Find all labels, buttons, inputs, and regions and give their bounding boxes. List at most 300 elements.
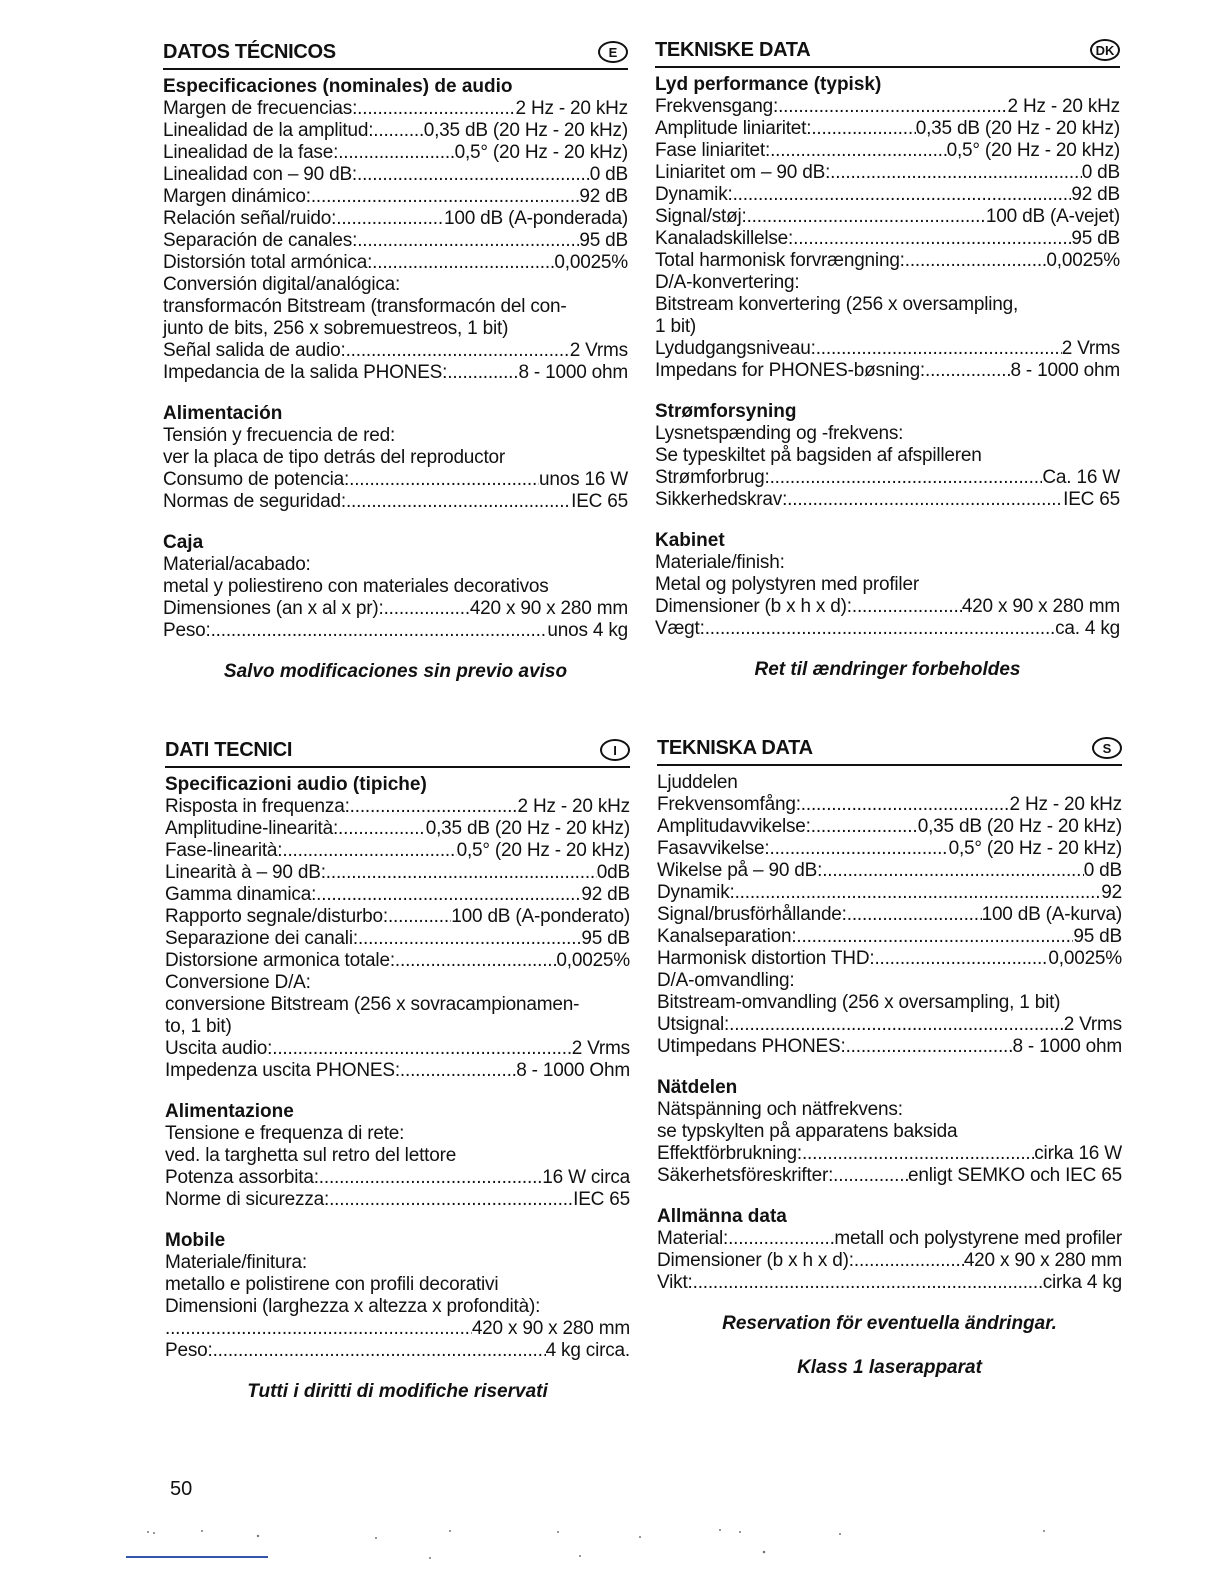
spec-label: Margen dinámico: xyxy=(163,186,311,207)
spec-row xyxy=(657,882,1122,904)
spec-text-line: Material/acabado: xyxy=(163,554,311,575)
spec-row xyxy=(165,796,630,818)
dot-leader xyxy=(833,1165,908,1187)
spec-value: ca. 4 kg xyxy=(1055,618,1120,639)
spec-text-line: Conversión digital/analógica: xyxy=(163,274,401,295)
section-italian xyxy=(165,728,630,1403)
dot-leader xyxy=(846,1036,1013,1058)
dot-leader xyxy=(830,162,1082,184)
spec-value: 0 dB xyxy=(589,164,628,185)
dot-leader xyxy=(400,1060,516,1082)
spec-label: Wikelse på – 90 dB: xyxy=(657,860,823,881)
spec-text-line: Tensión y frecuencia de red: xyxy=(163,425,396,446)
spec-heading: Mobile xyxy=(165,1230,226,1251)
spec-text-line: metallo e polistirene con profili decorativi xyxy=(165,1274,499,1295)
reservation-note: Klass 1 laserapparat xyxy=(797,1357,982,1378)
spec-label: Strømforbrug: xyxy=(655,467,770,488)
spec-label: Linealidad con – 90 dB: xyxy=(163,164,358,185)
dot-leader xyxy=(346,340,570,362)
dot-leader xyxy=(384,598,470,620)
dot-leader xyxy=(811,118,915,140)
spec-row xyxy=(655,250,1120,272)
spec-row xyxy=(657,1228,1122,1250)
spec-value: 0,5° (20 Hz - 20 kHz) xyxy=(456,840,630,861)
section-title: TEKNISKA DATA xyxy=(657,737,813,759)
dot-leader xyxy=(319,1167,542,1189)
spec-label: Fasavvikelse: xyxy=(657,838,770,859)
dot-leader xyxy=(357,98,515,120)
spec-value: 100 dB (A-ponderada) xyxy=(443,208,628,229)
spec-label: Utimpedans PHONES: xyxy=(657,1036,846,1057)
spec-row xyxy=(655,618,1120,640)
spec-label: Uscita audio: xyxy=(165,1038,273,1059)
spec-label: Kanaladskillelse: xyxy=(655,228,794,249)
spec-row xyxy=(165,840,630,862)
spec-row xyxy=(657,838,1122,860)
dot-leader xyxy=(801,794,1010,816)
spec-heading: Nätdelen xyxy=(657,1077,738,1098)
spec-value: 0 dB xyxy=(1081,162,1120,183)
spec-row xyxy=(655,360,1120,382)
spec-heading: Allmänna data xyxy=(657,1206,787,1227)
dot-leader xyxy=(349,469,539,491)
spec-value: 2 Hz - 20 kHz xyxy=(1009,794,1122,815)
spec-value: IEC 65 xyxy=(573,1189,630,1210)
spec-label: Linearità à – 90 dB: xyxy=(165,862,326,883)
spec-label: Distorsión total armónica: xyxy=(163,252,373,273)
spec-heading: Alimentazione xyxy=(165,1101,294,1122)
spec-label: Fase liniaritet: xyxy=(655,140,771,161)
spec-row xyxy=(163,164,628,186)
dot-leader xyxy=(372,252,554,274)
spec-text-line: Bitstream-omvandling (256 x oversampling, 1 bit) xyxy=(657,992,1061,1013)
spec-value: 0,5° (20 Hz - 20 kHz) xyxy=(946,140,1120,161)
spec-value: 2 Hz - 20 kHz xyxy=(1007,96,1120,117)
spec-value: 92 dB xyxy=(581,884,630,905)
spec-row xyxy=(163,186,628,208)
spec-value: 0,35 dB (20 Hz - 20 kHz) xyxy=(423,120,628,141)
section-header xyxy=(163,30,628,70)
dot-leader xyxy=(447,362,518,384)
spec-value: 420 x 90 x 280 mm xyxy=(961,596,1120,617)
spec-heading: Specificazioni audio (tipiche) xyxy=(165,774,427,795)
spec-label: Risposta in frequenza: xyxy=(165,796,350,817)
section-header xyxy=(657,726,1122,766)
dot-leader xyxy=(770,838,949,860)
dot-leader xyxy=(338,142,454,164)
dot-leader xyxy=(338,818,426,840)
dot-leader xyxy=(336,208,444,230)
spec-row xyxy=(165,928,630,950)
spec-value: 92 dB xyxy=(1071,184,1120,205)
section-title: TEKNISKE DATA xyxy=(655,39,811,61)
spec-text-line: Metal og polystyren med profiler xyxy=(655,574,919,595)
country-code-badge: I xyxy=(600,739,630,761)
spec-row xyxy=(655,596,1120,618)
spec-row xyxy=(655,162,1120,184)
dot-leader xyxy=(357,164,590,186)
spec-label: Total harmonisk forvrængning: xyxy=(655,250,905,271)
spec-heading: Alimentación xyxy=(163,403,283,424)
spec-value: 95 dB xyxy=(1071,228,1120,249)
spec-label: Frekvensgang: xyxy=(655,96,779,117)
spec-value: enligt SEMKO och IEC 65 xyxy=(907,1165,1122,1186)
spec-value: Ca. 16 W xyxy=(1042,467,1120,488)
scan-specks xyxy=(140,1526,1060,1566)
spec-row xyxy=(165,818,630,840)
spec-block-alimentacion xyxy=(163,403,628,513)
spec-value: 2 Vrms xyxy=(569,340,628,361)
dot-leader xyxy=(793,228,1071,250)
section-swedish xyxy=(657,726,1122,1379)
spec-row xyxy=(163,208,628,230)
spec-value: unos 4 kg xyxy=(547,620,628,641)
spec-label: Vægt: xyxy=(655,618,705,639)
spec-row xyxy=(657,926,1122,948)
spec-row xyxy=(657,1014,1122,1036)
spec-text-line: Lysnetspænding og -frekvens: xyxy=(655,423,904,444)
spec-label: Dimensiones (an x al x pr): xyxy=(163,598,384,619)
spec-block-especificaciones-nominales-de-audio xyxy=(163,76,628,384)
spec-value: 0dB xyxy=(596,862,630,883)
spec-label: Linealidad de la amplitud: xyxy=(163,120,374,141)
spec-row xyxy=(657,1165,1122,1187)
spec-row xyxy=(655,489,1120,511)
spec-label: Consumo de potencia: xyxy=(163,469,350,490)
spec-label: Fase-linearità: xyxy=(165,840,283,861)
spec-value: IEC 65 xyxy=(1063,489,1120,510)
spec-row xyxy=(165,862,630,884)
spec-value: 420 x 90 x 280 mm xyxy=(471,1318,630,1339)
spec-text-line: Dimensioni (larghezza x altezza x profondità): xyxy=(165,1296,541,1317)
spec-value: 0,0025% xyxy=(556,950,630,971)
dot-leader xyxy=(854,1250,964,1272)
spec-row xyxy=(165,906,630,928)
dot-leader xyxy=(925,360,1010,382)
spec-block-str-mforsyning xyxy=(655,401,1120,511)
spec-label: Impedenza uscita PHONES: xyxy=(165,1060,400,1081)
spec-label: Separación de canales: xyxy=(163,230,358,251)
spec-value: 95 dB xyxy=(581,928,630,949)
reservation-note: Ret til ændringer forbeholdes xyxy=(754,659,1021,680)
dot-leader xyxy=(816,338,1062,360)
spec-value: 0,5° (20 Hz - 20 kHz) xyxy=(948,838,1122,859)
spec-row xyxy=(163,98,628,120)
spec-label: Signal/støj: xyxy=(655,206,747,227)
spec-text-line: transformacón Bitstream (transformacón del con- xyxy=(163,296,567,317)
spec-value: metall och polystyrene med profiler xyxy=(834,1228,1122,1249)
spec-text-line: Materiale/finitura: xyxy=(165,1252,307,1273)
spec-row xyxy=(163,598,628,620)
spec-heading: Strømforsyning xyxy=(655,401,797,422)
spec-text-line: metal y poliestireno con materiales decorativos xyxy=(163,576,549,597)
spec-label: Normas de seguridad: xyxy=(163,491,346,512)
spec-value: 100 dB (A-vejet) xyxy=(985,206,1120,227)
dot-leader xyxy=(350,796,518,818)
spec-block-allmanna-data xyxy=(657,1206,1122,1294)
spec-label: Lydudgangsniveau: xyxy=(655,338,816,359)
dot-leader xyxy=(905,250,1047,272)
dot-leader xyxy=(729,1014,1064,1036)
spec-row xyxy=(655,228,1120,250)
country-code-badge: DK xyxy=(1090,39,1120,61)
spec-block-natdelen xyxy=(657,1077,1122,1187)
spec-block-lyd-performance-typisk xyxy=(655,74,1120,382)
spec-value: 92 dB xyxy=(579,186,628,207)
spec-value: 2 Vrms xyxy=(571,1038,630,1059)
dot-leader xyxy=(357,230,579,252)
spec-label: Peso: xyxy=(163,620,211,641)
spec-value: 0,0025% xyxy=(1048,948,1122,969)
spec-row xyxy=(657,794,1122,816)
spec-row xyxy=(655,467,1120,489)
spec-block-alimentazione xyxy=(165,1101,630,1211)
spec-row xyxy=(655,206,1120,228)
spec-text-line: ver la placa de tipo detrás del reproductor xyxy=(163,447,506,468)
spec-text-line: conversione Bitstream (256 x sovracampionamen- xyxy=(165,994,580,1015)
spec-row xyxy=(655,96,1120,118)
spec-row xyxy=(165,1167,630,1189)
spec-text-line: junto de bits, 256 x sobremuestreos, 1 bit) xyxy=(163,318,509,339)
spec-value: 0,5° (20 Hz - 20 kHz) xyxy=(454,142,628,163)
section-header xyxy=(655,28,1120,68)
spec-block-item-0 xyxy=(657,772,1122,1058)
dot-leader xyxy=(373,120,423,142)
spec-label: Material: xyxy=(657,1228,729,1249)
spec-label: Dimensioner (b x h x d): xyxy=(655,596,852,617)
spec-row xyxy=(163,230,628,252)
reservation-note: Reservation för eventuella ändringar. xyxy=(722,1313,1057,1334)
dot-leader xyxy=(388,906,451,928)
spec-row xyxy=(163,362,628,384)
spec-label: Norme di sicurezza: xyxy=(165,1189,330,1210)
country-code-badge: E xyxy=(598,41,628,63)
spec-row xyxy=(657,1272,1122,1294)
spec-value: 8 - 1000 Ohm xyxy=(516,1060,630,1081)
spec-text-line: se typskylten på apparatens baksida xyxy=(657,1121,958,1142)
spec-row xyxy=(657,904,1122,926)
dot-leader xyxy=(395,950,556,972)
dot-leader xyxy=(316,884,581,906)
page-number: 50 xyxy=(170,1478,193,1500)
dot-leader xyxy=(693,1272,1043,1294)
reservation-note: Tutti i diritti di modifiche riservati xyxy=(247,1381,548,1402)
dot-leader xyxy=(735,882,1102,904)
spec-label: Amplitude liniaritet: xyxy=(655,118,812,139)
spec-label: Vikt: xyxy=(657,1272,693,1293)
spec-label: Margen de frecuencias: xyxy=(163,98,358,119)
dot-leader xyxy=(211,620,548,642)
spec-row xyxy=(657,948,1122,970)
spec-row xyxy=(165,950,630,972)
dot-leader xyxy=(847,904,982,926)
spec-text-line: 1 bit) xyxy=(655,316,697,337)
spec-block-caja xyxy=(163,532,628,642)
spec-text-line: Se typeskiltet på bagsiden af afspilleren xyxy=(655,445,982,466)
reservation-note: Salvo modificaciones sin previo aviso xyxy=(223,661,568,682)
spec-row xyxy=(165,1060,630,1082)
spec-text-line: Ljuddelen xyxy=(657,772,738,793)
spec-block-mobile xyxy=(165,1230,630,1362)
spec-value: 0 dB xyxy=(1083,860,1122,881)
spec-row xyxy=(165,1318,630,1340)
spec-row xyxy=(163,620,628,642)
dot-leader xyxy=(705,618,1055,640)
spec-label: Rapporto segnale/disturbo: xyxy=(165,906,388,927)
spec-value: 2 Hz - 20 kHz xyxy=(515,98,628,119)
spec-row xyxy=(163,142,628,164)
spec-row xyxy=(163,120,628,142)
spec-label: Frekvensomfång: xyxy=(657,794,801,815)
spec-value: 100 dB (A-ponderato) xyxy=(451,906,630,927)
spec-value: 8 - 1000 ohm xyxy=(1010,360,1120,381)
spec-value: IEC 65 xyxy=(571,491,628,512)
spec-value: 92 xyxy=(1101,882,1122,903)
spec-value: 8 - 1000 ohm xyxy=(518,362,628,383)
spec-label: Effektförbrukning: xyxy=(657,1143,802,1164)
spec-text-line: Tensione e frequenza di rete: xyxy=(165,1123,405,1144)
dot-leader xyxy=(802,1143,1034,1165)
section-spanish xyxy=(163,30,628,683)
dot-leader xyxy=(874,948,1048,970)
dot-leader xyxy=(733,184,1072,206)
spec-value: 16 W circa xyxy=(542,1167,630,1188)
section-title: DATOS TÉCNICOS xyxy=(163,41,336,63)
spec-text-line: D/A-omvandling: xyxy=(657,970,795,991)
spec-value: unos 16 W xyxy=(538,469,628,490)
spec-label: Utsignal: xyxy=(657,1014,730,1035)
spec-label: Relación señal/ruido: xyxy=(163,208,337,229)
spec-value: 0,0025% xyxy=(1046,250,1120,271)
spec-label: Kanalseparation: xyxy=(657,926,797,947)
spec-label: Signal/brusförhållande: xyxy=(657,904,847,925)
dot-leader xyxy=(778,96,1007,118)
spec-row xyxy=(657,860,1122,882)
spec-row xyxy=(657,1036,1122,1058)
spec-label: Dimensioner (b x h x d): xyxy=(657,1250,854,1271)
spec-value: 2 Hz - 20 kHz xyxy=(517,796,630,817)
dot-leader xyxy=(796,926,1073,948)
spec-value: 95 dB xyxy=(579,230,628,251)
spec-row xyxy=(165,1340,630,1362)
spec-value: 4 kg circa. xyxy=(545,1340,630,1361)
spec-label: Señal salida de audio: xyxy=(163,340,346,361)
spec-row xyxy=(657,1143,1122,1165)
spec-text-line: Conversione D/A: xyxy=(165,972,311,993)
dot-leader xyxy=(822,860,1084,882)
spec-value: 0,0025% xyxy=(554,252,628,273)
dot-leader xyxy=(346,491,571,513)
spec-label: Sikkerhedskrav: xyxy=(655,489,788,510)
section-header xyxy=(165,728,630,768)
spec-label: Distorsione armonica totale: xyxy=(165,950,395,971)
country-code-badge: S xyxy=(1092,737,1122,759)
dot-leader xyxy=(311,186,580,208)
spec-row xyxy=(165,1189,630,1211)
spec-value: 0,35 dB (20 Hz - 20 kHz) xyxy=(917,816,1122,837)
spec-label: Amplitudine-linearità: xyxy=(165,818,339,839)
spec-heading: Caja xyxy=(163,532,204,553)
spec-value: 420 x 90 x 280 mm xyxy=(963,1250,1122,1271)
spec-label: Säkerhetsföreskrifter: xyxy=(657,1165,834,1186)
spec-value: 0,35 dB (20 Hz - 20 kHz) xyxy=(425,818,630,839)
section-title: DATI TECNICI xyxy=(165,739,293,761)
dot-leader xyxy=(728,1228,834,1250)
spec-block-specificazioni-audio-tipiche xyxy=(165,774,630,1082)
spec-heading: Especificaciones (nominales) de audio xyxy=(163,76,513,97)
spec-value: 8 - 1000 ohm xyxy=(1012,1036,1122,1057)
spec-row xyxy=(655,118,1120,140)
dot-leader xyxy=(770,467,1043,489)
spec-label: Gamma dinamica: xyxy=(165,884,317,905)
spec-label: Liniaritet om – 90 dB: xyxy=(655,162,831,183)
spec-value: 2 Vrms xyxy=(1061,338,1120,359)
dot-leader xyxy=(272,1038,571,1060)
spec-text-line: to, 1 bit) xyxy=(165,1016,232,1037)
spec-row xyxy=(657,1250,1122,1272)
spec-row xyxy=(163,340,628,362)
spec-value: cirka 4 kg xyxy=(1042,1272,1122,1293)
spec-label: Peso: xyxy=(165,1340,213,1361)
dot-leader xyxy=(852,596,962,618)
spec-label: Potenza assorbita: xyxy=(165,1167,319,1188)
spec-label: Dynamik: xyxy=(657,882,735,903)
dot-leader xyxy=(326,862,597,884)
spec-value: cirka 16 W xyxy=(1034,1143,1122,1164)
dot-leader xyxy=(747,206,986,228)
spec-heading: Lyd performance (typisk) xyxy=(655,74,882,95)
spec-heading: Kabinet xyxy=(655,530,725,551)
dot-leader xyxy=(282,840,456,862)
spec-value: 2 Vrms xyxy=(1063,1014,1122,1035)
spec-row xyxy=(655,140,1120,162)
spec-text-line: Materiale/finish: xyxy=(655,552,785,573)
spec-row xyxy=(655,184,1120,206)
section-danish xyxy=(655,28,1120,681)
dot-leader xyxy=(787,489,1063,511)
dot-leader xyxy=(165,1318,472,1340)
spec-label: Separazione dei canali: xyxy=(165,928,358,949)
spec-row xyxy=(655,338,1120,360)
spec-text-line: Nätspänning och nätfrekvens: xyxy=(657,1099,903,1120)
spec-text-line: ved. la targhetta sul retro del lettore xyxy=(165,1145,457,1166)
dot-leader xyxy=(213,1340,546,1362)
spec-text-line: D/A-konvertering: xyxy=(655,272,800,293)
spec-block-kabinet xyxy=(655,530,1120,640)
dot-leader xyxy=(358,928,581,950)
spec-row xyxy=(165,1038,630,1060)
spec-row xyxy=(657,816,1122,838)
spec-value: 100 dB (A-kurva) xyxy=(981,904,1122,925)
spec-label: Harmonisk distortion THD: xyxy=(657,948,875,969)
spec-label: Impedans for PHONES-bøsning: xyxy=(655,360,926,381)
spec-label: Dynamik: xyxy=(655,184,733,205)
spec-label: Amplitudavvikelse: xyxy=(657,816,811,837)
spec-value: 0,35 dB (20 Hz - 20 kHz) xyxy=(915,118,1120,139)
spec-row xyxy=(163,491,628,513)
dot-leader xyxy=(770,140,947,162)
spec-label: Impedancia de la salida PHONES: xyxy=(163,362,448,383)
dot-leader xyxy=(329,1189,573,1211)
spec-text-line: Bitstream konvertering (256 x oversampling, xyxy=(655,294,1019,315)
spec-value: 420 x 90 x 280 mm xyxy=(469,598,628,619)
dot-leader xyxy=(811,816,918,838)
spec-row xyxy=(163,469,628,491)
spec-label: Linealidad de la fase: xyxy=(163,142,339,163)
spec-value: 95 dB xyxy=(1073,926,1122,947)
spec-row xyxy=(165,884,630,906)
spec-row xyxy=(163,252,628,274)
